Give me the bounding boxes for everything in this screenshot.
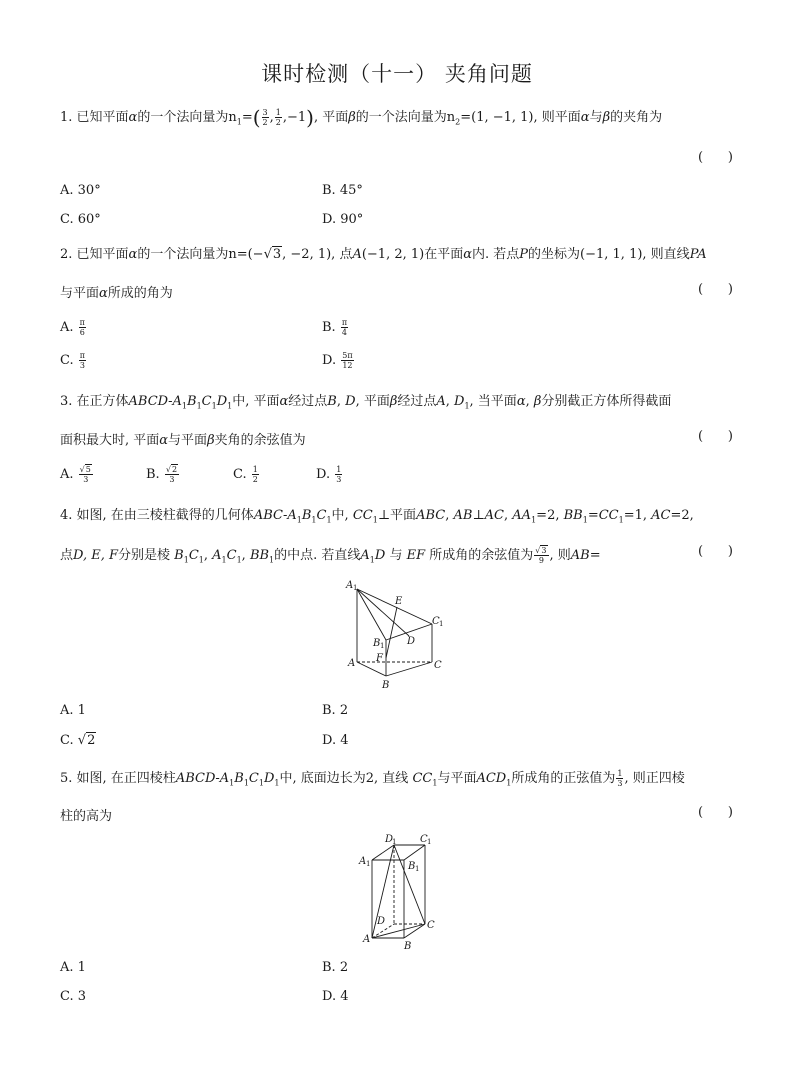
- sub: 1: [464, 401, 470, 411]
- q1-text: =(1, −1, 1), 则平面: [460, 110, 581, 125]
- q5-c1: C: [248, 771, 259, 786]
- q4-option-c[interactable]: [60, 733, 96, 748]
- q3-beta: β: [389, 394, 398, 409]
- question-4-stem-line1: [60, 504, 694, 525]
- q5-option-a[interactable]: A. 1: [60, 960, 86, 975]
- q2-d-frac: [341, 351, 353, 370]
- fig4-label-a1: A: [346, 580, 354, 591]
- question-2-stem-line1: [60, 243, 707, 262]
- q3-alpha: α: [159, 433, 169, 448]
- q2-text: , −2, 1), 点: [282, 247, 353, 262]
- q4-answer-paren[interactable]: ( ): [698, 544, 733, 559]
- q4-sep: ,: [504, 508, 509, 523]
- q2-text: 2. 已知平面: [60, 247, 129, 262]
- q5-option-b[interactable]: B. 2: [322, 960, 349, 975]
- q5-text: 中, 底面边长为2, 直线: [279, 771, 409, 786]
- q4-sep: ,: [203, 548, 213, 563]
- fig4-edge: [357, 662, 386, 676]
- q4-figure: [340, 574, 460, 694]
- q5-option-d[interactable]: D. 4: [322, 989, 349, 1004]
- q2-text: 的一个法向量为n=(−: [137, 247, 264, 262]
- q3-text: , 当平面: [469, 394, 517, 409]
- sub: 1: [506, 778, 512, 788]
- fig5-label-d1: D: [385, 834, 394, 845]
- frac-den: 3: [617, 779, 623, 788]
- fig5-label-a1: A: [359, 856, 367, 867]
- q1-text: 的一个法向量为: [355, 110, 447, 125]
- q4-text: =1,: [623, 508, 648, 523]
- fig5-edge: [404, 924, 425, 938]
- q2-option-c[interactable]: [60, 351, 87, 370]
- q3-dash: -: [168, 394, 173, 409]
- q3-text: 中, 平面: [232, 394, 280, 409]
- option-label: A.: [60, 467, 74, 482]
- frac-den: 6: [79, 328, 85, 337]
- q3-beta: β: [533, 394, 542, 409]
- frac-num: 3: [262, 108, 268, 117]
- fig5-edge: [394, 845, 425, 924]
- q5-frac: [616, 769, 623, 788]
- frac-num: √3: [535, 546, 547, 555]
- q3-cube-base: ABCD: [128, 394, 169, 409]
- fig5-sub: 1: [415, 865, 420, 873]
- q1-text: 的夹角为: [610, 110, 663, 125]
- q3-option-c[interactable]: [233, 465, 260, 484]
- q1-option-c[interactable]: C. 60°: [60, 212, 101, 227]
- q3-text: 经过点: [288, 394, 328, 409]
- fig4-label-f: F: [376, 653, 383, 664]
- frac-num: √2: [165, 465, 178, 474]
- q2-b-frac: [341, 318, 348, 337]
- q3-text: 与平面: [168, 433, 208, 448]
- q5-d1: D: [263, 771, 275, 786]
- fig5-label-a: A: [363, 934, 371, 945]
- fig5-sub: 1: [392, 838, 397, 846]
- fig5-sub: 1: [427, 838, 432, 846]
- q4-abc: ABC: [253, 508, 283, 523]
- q3-alpha: α: [516, 394, 526, 409]
- q3-a1: A: [172, 394, 182, 409]
- frac-num: 1: [617, 769, 623, 778]
- q5-cc1: CC: [412, 771, 433, 786]
- fig4-label-b: B: [382, 680, 390, 691]
- q1-text: 1. 已知平面: [60, 110, 129, 125]
- fig5-sub: 1: [366, 860, 371, 868]
- q1-option-a[interactable]: A. 30°: [60, 183, 101, 198]
- q1-n2: n: [446, 110, 456, 125]
- sub: 1: [181, 401, 187, 411]
- sub: 1: [372, 515, 378, 525]
- frac-den: 3: [83, 475, 89, 484]
- frac-den: 4: [341, 328, 347, 337]
- sub: 1: [369, 555, 375, 565]
- q1-beta: β: [602, 110, 611, 125]
- q3-text: 3. 在正方体: [60, 394, 129, 409]
- sub: 1: [183, 555, 189, 565]
- q4-a1c1-c: C: [226, 548, 237, 563]
- q4-aa1: AA: [512, 508, 532, 523]
- q3-d1: D: [216, 394, 228, 409]
- sub: 1: [618, 515, 624, 525]
- q1-tail: ,−1: [282, 110, 307, 125]
- q4-b1: B: [301, 508, 312, 523]
- q2-text: 的坐标为(−1, 1, 1), 则直线: [528, 247, 690, 262]
- q1-beta: β: [348, 110, 356, 125]
- q3-sep: ,: [445, 394, 455, 409]
- q5-text: 所成角的正弦值为: [511, 771, 616, 786]
- q4-text: =2,: [536, 508, 560, 523]
- frac-num: 1: [252, 465, 258, 474]
- option-label: D.: [316, 467, 331, 482]
- fig4-label-e: E: [395, 596, 403, 607]
- frac-den: 9: [538, 556, 544, 565]
- q3-text: 夹角的余弦值为: [214, 433, 306, 448]
- frac-den: 2: [262, 118, 268, 127]
- sub: 1: [274, 778, 280, 788]
- q5-option-c[interactable]: C. 3: [60, 989, 87, 1004]
- frac-den: 12: [342, 361, 353, 370]
- q4-sep: ,: [241, 548, 250, 563]
- q1-frac-1: [262, 108, 269, 127]
- q4-dash: -: [282, 508, 288, 523]
- q4-a1c1: A: [212, 548, 222, 563]
- frac-den: 2: [252, 475, 258, 484]
- q4-text: 4. 如图, 在由三棱柱截得的几何体: [60, 508, 254, 523]
- frac-num: 1: [336, 465, 342, 474]
- q5-text: , 则正四棱: [624, 771, 685, 786]
- q2-a-frac: [79, 318, 86, 337]
- q1-n1: n: [228, 110, 237, 125]
- fig4-sub: 1: [353, 584, 358, 592]
- q4-ac: AC: [484, 508, 505, 523]
- q3-comma: ,: [525, 394, 534, 409]
- q1-n1-sub: 1: [236, 117, 242, 127]
- sqrt-radicand: 2: [87, 733, 96, 748]
- option-label: A.: [60, 320, 74, 335]
- q3-text: 面积最大时, 平面: [60, 433, 160, 448]
- q2-alpha: α: [99, 286, 108, 301]
- frac-num: π: [79, 318, 85, 327]
- q4-text: 中,: [331, 508, 349, 523]
- fig4-sub: 1: [380, 642, 385, 650]
- fig5-label-c1: C: [420, 834, 428, 845]
- frac-num: 1: [275, 108, 281, 117]
- q1-n2-sub: 2: [455, 117, 461, 127]
- option-label: B.: [322, 320, 336, 335]
- q4-text: =: [589, 548, 601, 563]
- q4-ab: AB: [570, 548, 590, 563]
- option-label: C.: [60, 353, 74, 368]
- sub: 1: [227, 401, 233, 411]
- q1-alpha: α: [128, 110, 138, 125]
- q4-def: D, E, F: [73, 548, 119, 563]
- q3-d-frac: [335, 465, 342, 484]
- q4-cc1: CC: [598, 508, 619, 523]
- q5-b1: B: [234, 771, 244, 786]
- q4-text: 点: [60, 548, 74, 563]
- q3-alpha: α: [279, 394, 289, 409]
- q2-point-p: P: [519, 247, 529, 262]
- q4-option-b[interactable]: B. 2: [322, 703, 349, 718]
- q2-point-a: A: [352, 247, 362, 262]
- q1-lparen: (: [252, 105, 261, 130]
- q3-point-d: D: [345, 394, 356, 409]
- sub: 1: [582, 515, 588, 525]
- q2-sqrt: √3: [263, 247, 282, 262]
- fig4-edge: [386, 662, 432, 676]
- q1-text: , 平面: [313, 110, 349, 125]
- fig4-edge: [386, 607, 397, 658]
- q3-text: , 平面: [355, 394, 390, 409]
- sub: 1: [432, 778, 438, 788]
- q4-a1d: A: [360, 548, 370, 563]
- q5-acd1: ACD: [476, 771, 507, 786]
- q3-b1: B: [187, 394, 197, 409]
- q4-sep: ,: [445, 508, 450, 523]
- q4-text: 的中点. 若直线: [274, 548, 361, 563]
- q1-option-b[interactable]: B. 45°: [322, 183, 363, 198]
- q4-c-sqrt: √2: [77, 733, 96, 748]
- fig5-label-b1: B: [408, 861, 416, 872]
- q4-text: ⊥平面: [377, 508, 417, 523]
- sub: 1: [243, 778, 249, 788]
- q2-text: (−1, 2, 1)在平面: [361, 247, 464, 262]
- q5-text: 5. 如图, 在正四棱柱: [60, 771, 176, 786]
- q1-answer-paren[interactable]: ( ): [698, 150, 733, 165]
- q1-eq: =: [241, 110, 253, 125]
- fig4-sub: 1: [439, 620, 444, 628]
- fig4-label-c1: C: [432, 616, 440, 627]
- q5-figure: [350, 832, 450, 954]
- sqrt-radicand: 3: [541, 546, 547, 555]
- q5-text: 与平面: [437, 771, 477, 786]
- question-5-stem-line1: [60, 767, 685, 788]
- frac-num: 5π: [342, 351, 353, 360]
- q4-text: =: [587, 508, 599, 523]
- question-1-stem: [60, 105, 663, 130]
- q4-b1c1: B: [174, 548, 184, 563]
- sub: 1: [531, 515, 537, 525]
- page-title: 课时检测（十一） 夹角问题: [261, 62, 533, 86]
- q4-text: , 则: [549, 548, 571, 563]
- fig4-label-d: D: [407, 636, 416, 647]
- sub: 1: [326, 515, 332, 525]
- q4-text: 分别是棱: [118, 548, 171, 563]
- q5-a1: A: [219, 771, 230, 786]
- q3-option-d[interactable]: [316, 465, 343, 484]
- q4-text: 所成角的余弦值为: [429, 548, 534, 563]
- q4-b1c1-c: C: [188, 548, 199, 563]
- q2-option-b[interactable]: [322, 318, 349, 337]
- q3-b-frac: [165, 465, 179, 484]
- q4-option-d[interactable]: D. 4: [322, 733, 349, 748]
- q3-beta: β: [207, 433, 215, 448]
- q3-option-b[interactable]: [146, 465, 180, 484]
- fig4-label-c: C: [434, 660, 442, 671]
- q3-point-a: A: [436, 394, 446, 409]
- question-2-stem-line2: [60, 282, 173, 301]
- q5-dash: -: [215, 771, 220, 786]
- q5-answer-paren[interactable]: ( ): [698, 805, 733, 820]
- q4-text: =2,: [670, 508, 694, 523]
- option-label: D.: [322, 353, 337, 368]
- q3-a-frac: [79, 465, 93, 484]
- q4-bb1: BB: [249, 548, 270, 563]
- q2-text: 所成的角为: [107, 286, 173, 301]
- q4-frac: [534, 546, 548, 565]
- frac-den: 2: [275, 118, 281, 127]
- option-label: C.: [60, 733, 74, 748]
- q4-bb1: BB: [563, 508, 583, 523]
- sub: 1: [236, 555, 242, 565]
- sub: 1: [229, 778, 235, 788]
- q4-ac: AC: [651, 508, 671, 523]
- q2-option-d[interactable]: [322, 351, 355, 370]
- q2-option-a[interactable]: [60, 318, 87, 337]
- fig4-edge: [357, 589, 386, 640]
- question-3-stem-line2: [60, 429, 306, 448]
- sqrt-radicand: 3: [272, 247, 282, 262]
- sqrt-radicand: 2: [171, 465, 178, 474]
- q3-sep: ,: [336, 394, 346, 409]
- sub: 1: [196, 401, 202, 411]
- sub: 1: [296, 515, 302, 525]
- sub: 1: [198, 555, 204, 565]
- q2-c-frac: [79, 351, 86, 370]
- q1-rparen: ): [306, 105, 314, 130]
- q3-text: 分别截正方体所得截面: [541, 394, 672, 409]
- sub: 1: [311, 515, 317, 525]
- q3-c-frac: [252, 465, 259, 484]
- q1-text: 的一个法向量为: [137, 110, 229, 125]
- option-label: B.: [146, 467, 160, 482]
- q2-alpha: α: [463, 247, 473, 262]
- fig5-edge: [404, 845, 425, 860]
- frac-den: 3: [336, 475, 342, 484]
- q4-a1d-d: D: [374, 548, 386, 563]
- fig5-label-b: B: [404, 941, 412, 952]
- frac-num: π: [79, 351, 86, 360]
- q4-ef: EF: [406, 548, 426, 563]
- question-4-stem-line2: [60, 544, 601, 565]
- q1-alpha: α: [580, 110, 590, 125]
- q4-cc1: CC: [352, 508, 373, 523]
- q4-c1: C: [316, 508, 327, 523]
- q1-text: 与: [589, 110, 603, 125]
- q2-answer-paren[interactable]: ( ): [698, 282, 733, 297]
- q3-point-b: B: [327, 394, 337, 409]
- q2-alpha: α: [128, 247, 138, 262]
- q4-text: 与: [389, 548, 403, 563]
- q3-text: 经过点: [397, 394, 437, 409]
- q1-option-d[interactable]: D. 90°: [322, 212, 364, 227]
- frac-den: 3: [79, 361, 85, 370]
- question-5-stem-line2: 柱的高为: [60, 809, 113, 824]
- fig5-label-d: D: [377, 916, 386, 927]
- q5-abcd: ABCD: [175, 771, 216, 786]
- q3-answer-paren[interactable]: ( ): [698, 429, 733, 444]
- q4-ab: AB: [453, 508, 473, 523]
- sub: 1: [269, 555, 275, 565]
- frac-num: π: [341, 318, 348, 327]
- option-label: C.: [233, 467, 247, 482]
- sub: 1: [211, 401, 217, 411]
- sub: 1: [258, 778, 264, 788]
- q2-text: 内. 若点: [472, 247, 520, 262]
- q4-a1: A: [287, 508, 297, 523]
- q4-perp: ⊥: [472, 508, 485, 523]
- q3-option-a[interactable]: [60, 465, 94, 484]
- fig5-label-c: C: [427, 920, 435, 931]
- fig4-label-b1: B: [373, 638, 381, 649]
- frac-num: √5: [79, 465, 91, 474]
- q2-line-pa: PA: [689, 247, 707, 262]
- fig4-label-a: A: [348, 658, 356, 669]
- sqrt-radicand: 5: [85, 465, 91, 474]
- q1-frac-2: [275, 108, 282, 127]
- q3-c1: C: [201, 394, 212, 409]
- q4-abc: ABC: [416, 508, 446, 523]
- sub: 1: [221, 555, 227, 565]
- q2-text: 与平面: [60, 286, 100, 301]
- q1-comma: ,: [269, 110, 274, 125]
- q4-option-a[interactable]: A. 1: [60, 703, 86, 718]
- frac-den: 3: [169, 475, 175, 484]
- question-3-stem-line1: [60, 390, 671, 411]
- q3-point-d1: D: [454, 394, 465, 409]
